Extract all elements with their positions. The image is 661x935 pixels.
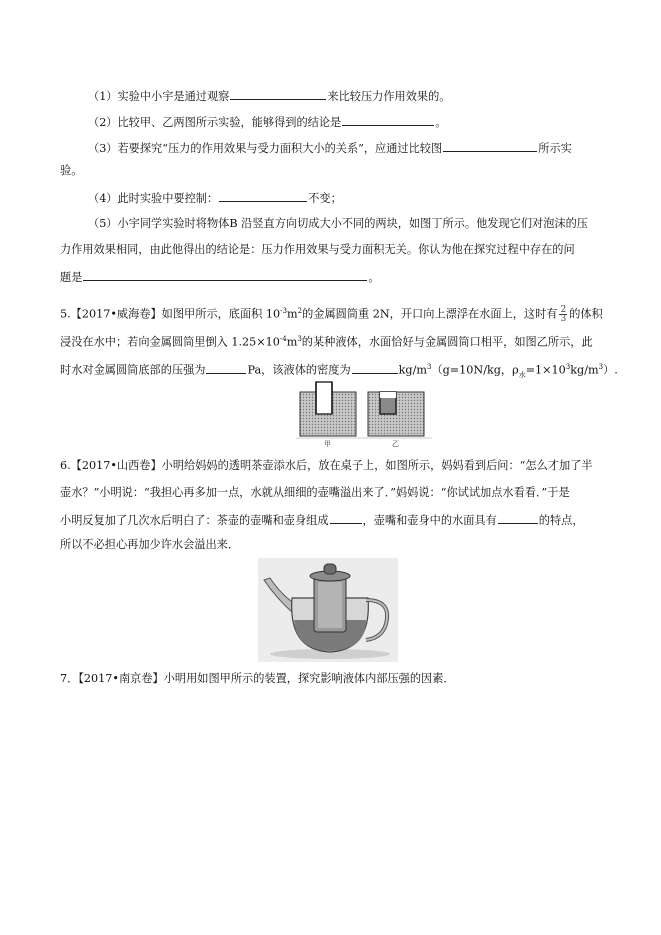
subscript: 水 (518, 370, 526, 379)
teapot-icon (258, 558, 398, 662)
text: 题是 (60, 271, 83, 284)
q6-line1: 6.【2017•山西卷】小明给妈妈的透明茶壶添水后，放在桌子上，如图所示，妈妈看到后问：“怎么才加了半 (60, 459, 593, 472)
answer-blank[interactable] (206, 362, 246, 374)
q4-s3-cont: 验。 (60, 164, 83, 177)
text: 浸没在水中；若向金属圆筒里倒入 1.25×10 (60, 335, 280, 349)
text: ，壶嘴和壶身中的水面具有 (362, 514, 497, 527)
text: 。 (435, 116, 447, 129)
exponent: -4 (279, 335, 287, 343)
text: （g=10N/kg，ρ (431, 363, 519, 377)
text: 小明反复加了几次水后明白了：茶壶的壶嘴和壶身组成 (60, 514, 329, 527)
q4-s1 (88, 88, 450, 104)
answer-blank[interactable] (219, 190, 307, 202)
teapot-photo (258, 558, 398, 662)
text: Pa，该液体的密度为 (247, 363, 351, 377)
text: 不变； (308, 192, 342, 205)
text: 5.【2017•威海卷】如图甲所示，底面积 10 (60, 307, 281, 321)
text: 来比较压力作用效果的。 (327, 90, 451, 103)
beaker-jia (300, 382, 356, 436)
text: 时水对金属圆筒底部的压强为 (60, 363, 206, 377)
text: 。 (368, 271, 380, 284)
q4-s5-line1: （5）小宇同学实验时将物体B 沿竖直方向切成大小不同的两块，如图丁所示。他发现它们对泡沫的压 (88, 217, 588, 230)
q5-figure (296, 378, 432, 448)
q4-s5-line3 (60, 269, 380, 285)
q7-line1: 7．【2017•南京卷】小明用如图甲所示的装置，探究影响液体内部压强的因素． (60, 672, 455, 685)
fraction-numerator: 2 (560, 305, 567, 316)
fraction (559, 306, 567, 323)
answer-blank[interactable] (83, 269, 367, 281)
q6-line3 (60, 512, 584, 528)
text: ）. (603, 363, 618, 377)
exponent: 3 (565, 363, 571, 371)
exponent: 3 (598, 363, 604, 371)
exponent: 2 (297, 307, 303, 315)
text: （3）若要探究“压力的作用效果与受力面积大小的关系”，应通过比较图 (88, 142, 443, 155)
text: 的某种液体，水面恰好与金属圆筒口相平，如图乙所示，此 (301, 335, 593, 349)
answer-blank[interactable] (443, 140, 537, 152)
text: m (286, 335, 298, 349)
answer-blank[interactable] (498, 512, 538, 524)
q6-line2: 壶水？”小明说：“我担心再多加一点，水就从细细的壶嘴溢出来了．”妈妈说：“你试试加点水看看．”于是 (60, 486, 570, 499)
text: 的体积 (569, 307, 603, 321)
text: （4）此时实验中要控制： (88, 192, 219, 205)
figure-label-jia: 甲 (324, 440, 331, 448)
exponent: -3 (280, 307, 287, 315)
q4-s2 (88, 114, 446, 130)
text: （2）比较甲、乙两图所示实验，能够得到的结论是 (88, 116, 342, 129)
text: （1）实验中小宇是通过观察 (88, 90, 230, 103)
text: 所示实 (538, 142, 572, 155)
cylinder-in-water-diagram (296, 378, 432, 448)
text: m (287, 307, 298, 321)
exponent: 3 (426, 363, 432, 371)
figure-label-yi: 乙 (392, 440, 399, 448)
beaker-yi (368, 392, 424, 436)
q4-s4 (88, 190, 342, 206)
answer-blank[interactable] (342, 114, 434, 126)
q4-s5-line2: 力作用效果相同，由此他得出的结论是：压力作用效果与受力面积无关。你认为他在探究过程中存在的问 (60, 243, 575, 256)
answer-blank[interactable] (352, 362, 398, 374)
q5-line2 (60, 332, 593, 350)
fraction-denominator: 3 (560, 314, 567, 325)
q4-s3 (88, 140, 572, 156)
text: 的金属圆筒重 2N，开口向上漂浮在水面上，这时有 (302, 307, 558, 321)
q5-line1 (60, 304, 603, 323)
answer-blank[interactable] (230, 88, 326, 100)
exponent: 3 (297, 335, 302, 343)
answer-blank[interactable] (330, 512, 362, 524)
q6-line4: 所以不必担心再加少许水会溢出来． (60, 538, 240, 551)
text: kg/m (570, 363, 599, 377)
text: 的特点， (538, 514, 584, 527)
text: kg/m (398, 363, 427, 377)
text: =1×10 (525, 363, 566, 377)
